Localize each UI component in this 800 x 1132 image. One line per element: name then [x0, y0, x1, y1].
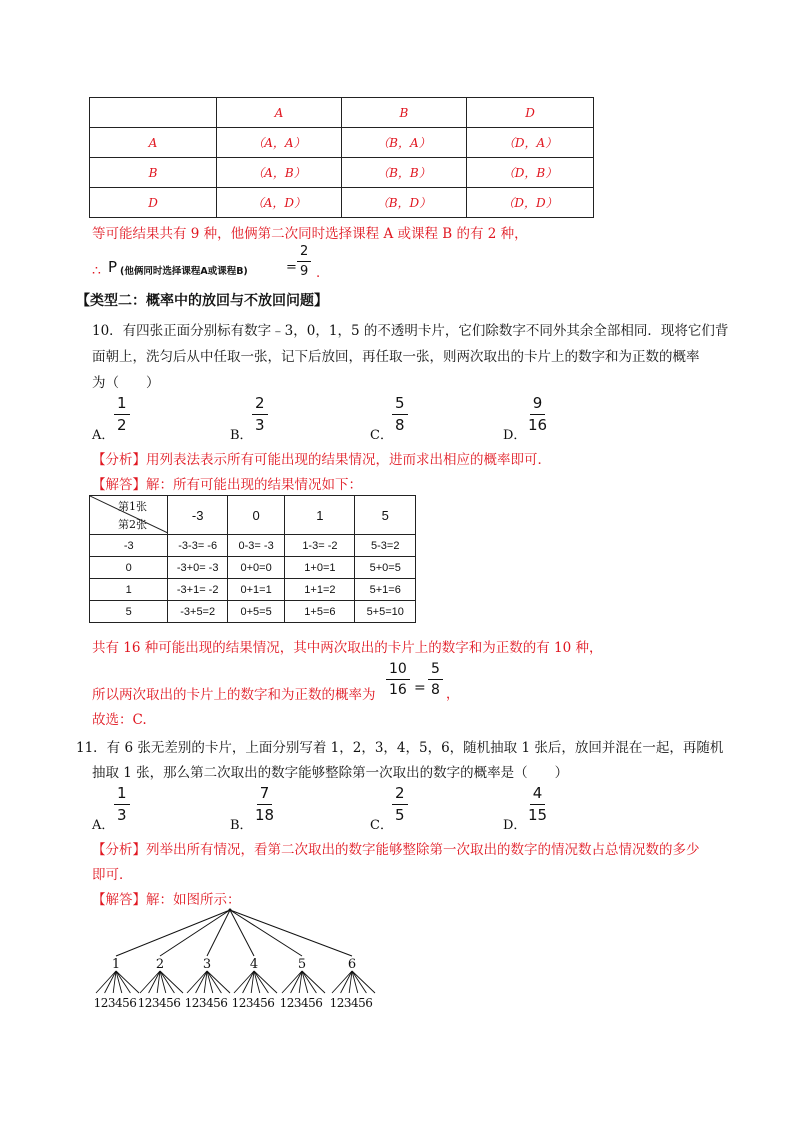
q10-stem-line-3: 为（ ） [92, 375, 160, 391]
table-cell: 1+5=6 [285, 601, 355, 623]
option-fraction [392, 786, 408, 823]
tree-branch [352, 971, 366, 993]
fraction-numerator: 10 [386, 662, 410, 680]
q10-stem-line-1: 10．有四张正面分别标有数字﹣3，0，1，5 的不透明卡片，它们除数字不同外其余全部相同．现将它们背 [92, 323, 729, 339]
tree-node-first: 1 [111, 957, 121, 972]
table-cell: 1 [285, 496, 355, 535]
table-cell: -3 [90, 535, 168, 557]
option-label: A． [92, 818, 115, 833]
table-row [90, 557, 416, 579]
prob-fraction-2 [428, 662, 443, 697]
table-cell: （A，D） [217, 188, 342, 218]
fraction-numerator: 5 [428, 662, 443, 680]
q10-answer-intro: 【解答】解：所有可能出现的结果情况如下： [92, 477, 362, 493]
fraction-denominator: 8 [431, 682, 440, 698]
table-cell: 5+1=6 [355, 579, 416, 601]
fraction-numerator: 4 [530, 786, 546, 805]
tree-node-first: 2 [155, 957, 165, 972]
table-cell: 1-3= -2 [285, 535, 355, 557]
tree-branch [230, 910, 254, 956]
tree-node-second: 123456 [184, 996, 228, 1010]
table-cell: -3-3= -6 [168, 535, 227, 557]
corner-top-label: 第1张 [118, 500, 147, 513]
table-cell: -3 [168, 496, 227, 535]
tree-node-second: 123456 [93, 996, 137, 1010]
table-cell: 1 [90, 579, 168, 601]
fraction-numerator: 9 [530, 396, 546, 415]
tree-branch [254, 971, 268, 993]
option-label: C． [370, 428, 393, 443]
prob-equals: = [414, 680, 426, 696]
fraction-denominator: 15 [528, 806, 548, 824]
fraction-denominator: 5 [395, 806, 405, 824]
table-cell: 0 [90, 557, 168, 579]
outcome-table-courses [89, 97, 594, 218]
prob-period: . [316, 266, 321, 281]
fraction-denominator: 18 [255, 806, 275, 824]
fraction-denominator: 9 [300, 264, 309, 279]
tree-node-second: 123456 [231, 996, 275, 1010]
tree-branch [116, 910, 230, 956]
table-cell: （A，B） [217, 158, 342, 188]
option-fraction [114, 396, 130, 433]
option-label: B． [230, 818, 253, 833]
tree-branch [254, 971, 277, 993]
option-label: B． [230, 428, 253, 443]
tree-branch [207, 910, 230, 956]
table-row [90, 188, 594, 218]
table-cell: （D，A） [467, 128, 594, 158]
fraction-numerator: 1 [114, 786, 130, 805]
table-cell: 1+0=1 [285, 557, 355, 579]
tree-branch [302, 971, 325, 993]
fraction-denominator: 16 [528, 416, 548, 434]
table-cell: 0+0=0 [227, 557, 284, 579]
tree-branch [160, 971, 183, 993]
tree-branch [116, 971, 130, 993]
q11-stem-line-1: 11．有 6 张无差别的卡片，上面分别写着 1，2，3，4，5，6，随机抽取 1 张后，放回并混在一起，再随机 [76, 740, 724, 756]
table-row [90, 535, 416, 557]
fraction-numerator: 1 [114, 396, 130, 415]
fraction-denominator: 16 [389, 682, 407, 698]
option-label: D． [503, 428, 527, 443]
prob-fraction [297, 245, 311, 278]
table-cell: D [90, 188, 217, 218]
option-fraction [525, 396, 550, 433]
table-cell: （B，B） [341, 158, 466, 188]
q10-choice: 故选：C. [92, 712, 147, 728]
prob-label: P [108, 258, 118, 276]
option-label: A． [92, 428, 115, 443]
tree-node-second: 123456 [329, 996, 373, 1010]
table-cell: 5-3=2 [355, 535, 416, 557]
table-corner-cell [90, 496, 168, 535]
q9-result-text: 等可能结果共有 9 种，他俩第二次同时选择课程 A 或课程 B 的有 2 种， [92, 226, 528, 242]
table-row [90, 128, 594, 158]
table-header-row [90, 98, 594, 128]
tree-node-first: 4 [249, 957, 259, 972]
tree-node-first: 3 [202, 957, 212, 972]
q9-probability [92, 244, 392, 284]
table-cell: 0 [227, 496, 284, 535]
table-cell: （D，D） [467, 188, 594, 218]
corner-bottom-label: 第2张 [118, 518, 147, 531]
option-label: C． [370, 818, 393, 833]
table-cell: A [217, 98, 342, 128]
table-cell [90, 98, 217, 128]
prob-event: (他俩同时选择课程A或课程B) [120, 266, 248, 277]
fraction-numerator: 2 [252, 396, 268, 415]
tree-branch [352, 971, 375, 993]
table-cell: （A，A） [217, 128, 342, 158]
q10-analysis: 【分析】用列表法表示所有可能出现的结果情况，进而求出相应的概率即可． [92, 452, 551, 468]
table-cell: D [467, 98, 594, 128]
q11-answer-intro: 【解答】解：如图所示： [92, 892, 241, 908]
table-cell: B [90, 158, 217, 188]
q11-analysis-line-1: 【分析】列举出所有情况，看第二次取出的数字能够整除第一次取出的数字的情况数占总情况数的多少 [92, 842, 700, 858]
table-cell: -3+0= -3 [168, 557, 227, 579]
q10-result-text: 共有 16 种可能出现的结果情况，其中两次取出的卡片上的数字和为正数的有 10 种， [92, 640, 603, 656]
table-cell: 1+1=2 [285, 579, 355, 601]
table-cell: 5+5=10 [355, 601, 416, 623]
fraction-denominator: 8 [395, 416, 405, 434]
tree-node-first: 5 [297, 957, 307, 972]
tree-node-first: 6 [347, 957, 357, 972]
table-cell: A [90, 128, 217, 158]
table-header-row [90, 496, 416, 535]
tree-branch [116, 971, 139, 993]
table-cell: 5 [90, 601, 168, 623]
q11-analysis-line-2: 即可． [92, 867, 133, 883]
table-cell: 0+5=5 [227, 601, 284, 623]
table-cell: （B，D） [341, 188, 466, 218]
sum-outcome-table [89, 495, 416, 623]
table-row [90, 579, 416, 601]
tree-node-second: 123456 [137, 996, 181, 1010]
q11-stem-line-2: 抽取 1 张，那么第二次取出的数字能够整除第一次取出的数字的概率是（ ） [92, 765, 569, 781]
table-cell: （D，B） [467, 158, 594, 188]
fraction-numerator: 5 [392, 396, 408, 415]
table-row [90, 601, 416, 623]
option-fraction [525, 786, 550, 823]
table-cell: 0+1=1 [227, 579, 284, 601]
q10-stem-line-2: 面朝上，洗匀后从中任取一张，记下后放回，再任取一张，则两次取出的卡片上的数字和为正数的概率 [92, 349, 700, 365]
fraction-denominator: 2 [117, 416, 127, 434]
table-cell: 5+0=5 [355, 557, 416, 579]
fraction-numerator: 7 [257, 786, 273, 805]
fraction-denominator: 3 [255, 416, 265, 434]
tree-branch [207, 971, 221, 993]
table-row [90, 158, 594, 188]
prob-fraction-1 [386, 662, 410, 697]
tree-branch [160, 910, 230, 956]
table-cell: 5 [355, 496, 416, 535]
table-cell: （B，A） [341, 128, 466, 158]
prob-equals: = [286, 260, 297, 275]
q10-probability [92, 660, 492, 704]
therefore-symbol: ∴ [92, 263, 101, 279]
prob-end: ， [446, 687, 460, 702]
tree-diagram [80, 900, 390, 1020]
table-cell: B [341, 98, 466, 128]
fraction-numerator: 2 [297, 245, 311, 262]
tree-node-second: 123456 [279, 996, 323, 1010]
option-fraction [114, 786, 130, 823]
option-fraction [252, 396, 268, 433]
tree-branch [160, 971, 174, 993]
tree-branch [207, 971, 230, 993]
prob-text: 所以两次取出的卡片上的数字和为正数的概率为 [92, 687, 376, 703]
table-cell: -3+5=2 [168, 601, 227, 623]
fraction-numerator: 2 [392, 786, 408, 805]
fraction-denominator: 3 [117, 806, 127, 824]
section-title: 【类型二：概率中的放回与不放回问题】 [76, 293, 328, 309]
option-fraction [392, 396, 408, 433]
tree-root [229, 909, 232, 912]
option-fraction [252, 786, 277, 823]
tree-branch [302, 971, 316, 993]
option-label: D． [503, 818, 527, 833]
table-cell: 0-3= -3 [227, 535, 284, 557]
table-cell: -3+1= -2 [168, 579, 227, 601]
